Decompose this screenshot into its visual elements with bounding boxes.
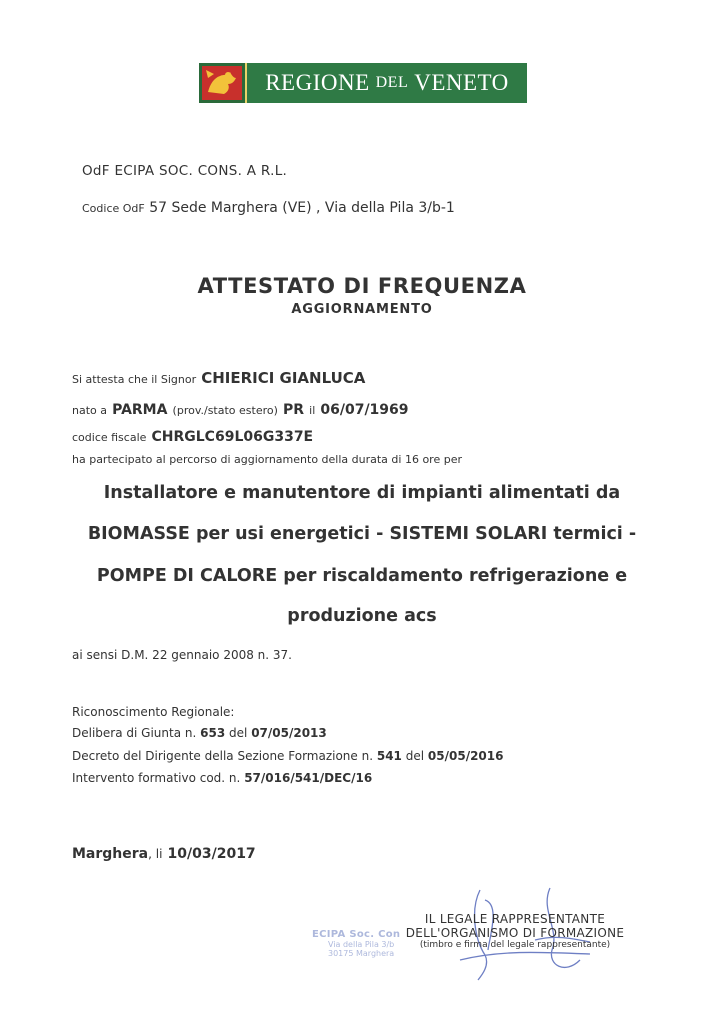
delibera-label: Delibera di Giunta n. [72,726,197,740]
logo-word-del: DEL [375,74,409,91]
attestation-intro: Si attesta che il Signor [72,373,197,386]
born-label: nato a [72,404,107,417]
stamp-city: 30175 Marghera [328,949,395,958]
intervento-line [72,771,372,785]
regione-veneto-logo [199,63,527,103]
delibera-date: 07/05/2013 [251,726,327,740]
stamp-address: Via della Pila 3/b [328,940,395,949]
signature-title-line2: DELL'ORGANISMO DI FORMAZIONE [405,926,625,940]
province-label: (prov./stato estero) [172,404,278,417]
issue-date: 10/03/2017 [167,846,256,862]
birth-line [72,399,409,418]
participation-statement: ha partecipato al percorso di aggiornamento della durata di 16 ore per [72,453,462,466]
decreto-number: 541 [376,749,402,763]
decreto-del: del [405,749,425,763]
intervento-code: 57/016/541/DEC/16 [244,771,373,785]
signature-title-line1: IL LEGALE RAPPRESENTANTE [424,912,606,926]
place: Marghera [72,846,149,862]
decreto-date: 05/05/2016 [427,749,504,763]
organization-name: OdF ECIPA SOC. CONS. A R.L. [82,163,288,179]
stamp-text: ECIPA Soc. Con [312,929,401,940]
course-line-1: Installatore e manutentore di impianti alimentati da [103,483,621,503]
delibera-del: del [229,726,248,740]
fiscal-code-label: codice fiscale [72,431,147,444]
signature-block [395,912,635,950]
logo-wordmark [245,63,527,103]
decreto-label: Decreto del Dirigente della Sezione Formazione n. [72,749,374,763]
person-name: CHIERICI GIANLUCA [201,369,366,387]
course-line-4: produzione acs [287,606,437,626]
recognition-heading: Riconoscimento Regionale: [72,705,235,719]
province: PR [283,402,305,418]
organization-code-label: Codice OdF [82,202,145,215]
document-title: ATTESTATO DI FREQUENZA [197,274,527,298]
attestation-line [72,368,365,387]
birthdate-label: il [309,404,316,417]
fiscal-code-line [72,426,313,445]
logo-word-regione: REGIONE [265,70,370,95]
place-date-line [72,843,256,862]
decreto-line [72,749,503,763]
birthplace: PARMA [112,402,168,418]
logo-word-veneto: VENETO [414,70,509,95]
place-date-separator: , li [148,847,163,861]
birthdate: 06/07/1969 [320,402,409,418]
course-line-3: POMPE DI CALORE per riscaldamento refrigerazione e [96,566,628,586]
signature-caption: (timbro e firma del legale rappresentante) [419,940,611,950]
course-line-2: BIOMASSE per usi energetici - SISTEMI SOLARI termici - [87,524,637,544]
lion-emblem-icon [199,63,245,103]
organization-code-value: 57 Sede Marghera (VE) , Via della Pila 3/b-1 [149,200,455,216]
delibera-line [72,726,327,740]
delibera-number: 653 [200,726,226,740]
legal-basis: ai sensi D.M. 22 gennaio 2008 n. 37. [72,648,292,662]
organization-code [82,200,455,216]
document-subtitle: AGGIORNAMENTO [291,302,433,317]
intervento-label: Intervento formativo cod. n. [72,771,241,785]
fiscal-code: CHRGLC69L06G337E [151,429,314,445]
